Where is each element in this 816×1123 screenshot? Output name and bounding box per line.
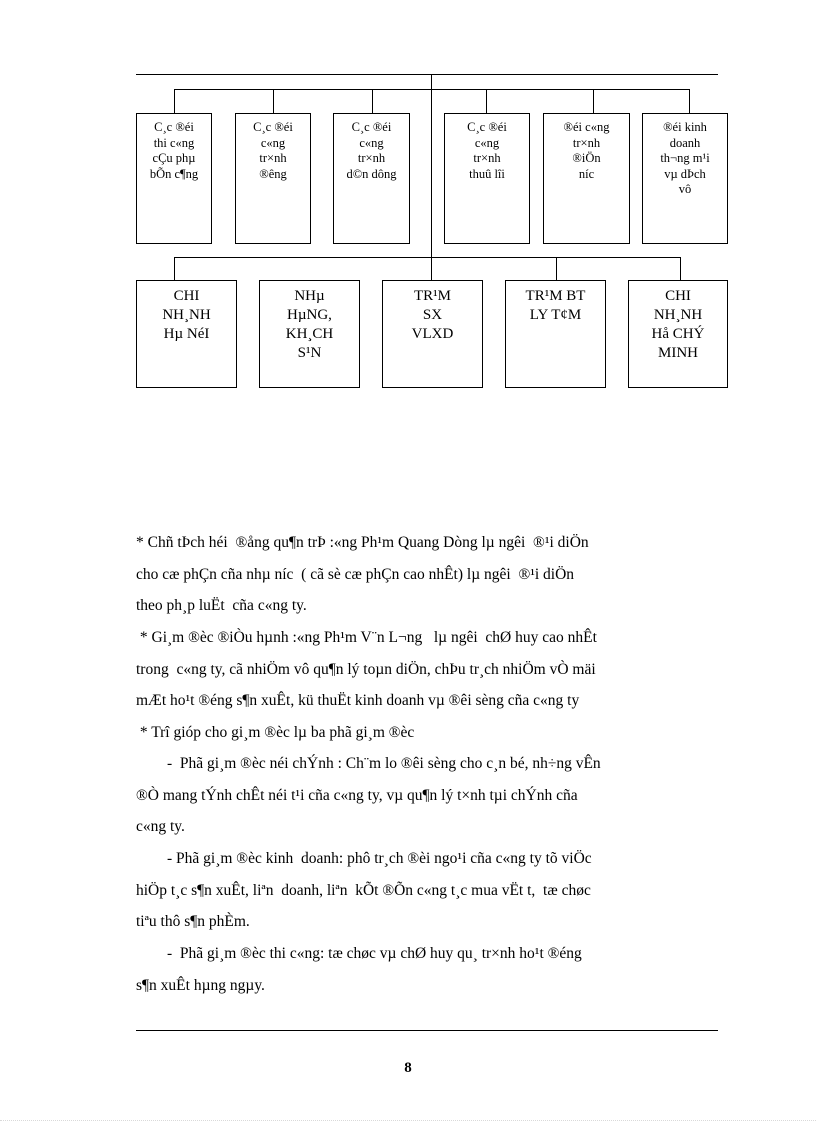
org-box-irrigation-teams: C¸c ®éi c«ng tr×nh thuû lîi: [444, 113, 530, 244]
paragraph-assistants: [136, 717, 718, 749]
footer-rule: [136, 1030, 718, 1031]
org-box-bridge-ferry-teams: C¸c ®éi thi c«ng cÇu phµ bÕn c¶ng: [136, 113, 212, 244]
bottom-drop-3: [680, 257, 681, 280]
text-line: - Phã gi¸m ®èc néi chÝnh : Ch¨m lo ®êi sèng cho c¸n bé, nh÷ng vÊn: [136, 755, 601, 772]
chart-trunk: [431, 74, 432, 280]
paragraph-deputy-business: [136, 843, 718, 938]
bottom-row-connector: [174, 257, 680, 258]
org-box-hanoi-branch: CHI NH¸NH Hµ NéI: [136, 280, 237, 388]
text-line: ®Ò mang tÝnh chÊt néi t¹i cña c«ng ty, vµ qu¶n lý t×nh tµi chÝnh cña: [136, 786, 578, 804]
paragraph-director: [136, 622, 718, 717]
top-row-connector: [174, 89, 689, 90]
top-drop-1: [174, 89, 175, 113]
org-box-electric-water-team: ®éi c«ng tr×nh ®iÖn níc: [543, 113, 630, 244]
text-line: theo ph¸p luËt cña c«ng ty.: [136, 597, 307, 614]
bottom-drop-1: [174, 257, 175, 280]
org-box-civil-works-teams: C¸c ®éi c«ng tr×nh d©n dông: [333, 113, 410, 244]
text-line: c«ng ty.: [136, 818, 185, 835]
top-drop-5: [593, 89, 594, 113]
text-line: hiÖp t¸c s¶n xuÊt, liªn doanh, liªn kÕt ®Õn c«ng t¸c mua vËt t, tæ chøc: [136, 881, 591, 899]
text-line: s¶n xuÊt hµng ngµy.: [136, 976, 265, 994]
org-box-trade-services-team: ®éi kinh doanh th¬ng m¹i vµ dÞch vô: [642, 113, 728, 244]
org-box-restaurant-hotel: NHµ HµNG, KH¸CH S¹N: [259, 280, 360, 388]
paragraph-deputy-construction: [136, 938, 718, 1001]
org-box-road-teams: C¸c ®éi c«ng tr×nh ®êng: [235, 113, 311, 244]
text-line: * Gi¸m ®èc ®iÒu hµnh :«ng Ph¹m V¨n L¬ng lµ ngêi chØ huy cao nhÊt: [136, 629, 597, 646]
top-drop-4: [486, 89, 487, 113]
page-number: 8: [404, 1060, 412, 1076]
header-rule: [136, 74, 718, 75]
top-drop-3: [372, 89, 373, 113]
org-box-concrete-station: TR¹M BT LY T¢M: [505, 280, 606, 388]
top-drop-6: [689, 89, 690, 113]
text-line: * Trî gióp cho gi¸m ®èc lµ ba phã gi¸m ®èc: [136, 724, 415, 741]
bottom-drop-2: [556, 257, 557, 280]
text-line: - Phã gi¸m ®èc thi c«ng: tæ chøc vµ chØ huy qu¸ tr×nh ho¹t ®éng: [136, 945, 582, 962]
text-line: - Phã gi¸m ®èc kinh doanh: phô tr¸ch ®èi ngo¹i cña c«ng ty tõ viÖc: [136, 850, 592, 867]
org-box-hcmc-branch: CHI NH¸NH Hå CHÝ MINH: [628, 280, 728, 388]
text-line: mÆt ho¹t ®éng s¶n xuÊt, kü thuËt kinh doanh vµ ®êi sèng cña c«ng ty: [136, 692, 580, 709]
text-line: cho cæ phÇn cña nhµ níc ( cã sè cæ phÇn cao nhÊt) lµ ngêi ®¹i diÖn: [136, 565, 575, 583]
text-line: tiªu thô s¶n phÈm.: [136, 913, 250, 930]
paragraph-deputy-internal: [136, 748, 718, 843]
paragraph-chairman: [136, 527, 718, 622]
top-drop-2: [273, 89, 274, 113]
text-line: * Chñ tÞch héi ®ång qu¶n trÞ :«ng Ph¹m Quang Dòng lµ ngêi ®¹i diÖn: [136, 534, 589, 551]
page-bottom-dotted-edge: [0, 1120, 816, 1121]
text-line: trong c«ng ty, cã nhiÖm vô qu¶n lý toµn diÖn, chÞu tr¸ch nhiÖm vÒ mäi: [136, 660, 596, 678]
org-box-building-materials-station: TR¹M SX VLXD: [382, 280, 483, 388]
